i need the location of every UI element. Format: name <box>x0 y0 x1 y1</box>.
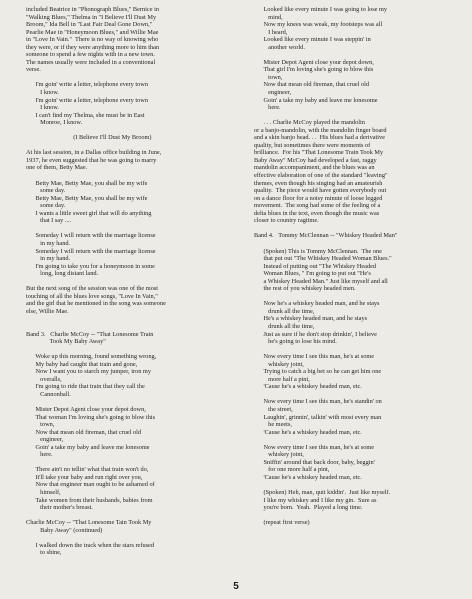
text-line: (Spoken) This is Tommy McClennan. The one <box>254 247 382 255</box>
text-line: effective elaboration of one of the standard "leaving" <box>254 172 388 180</box>
text-line: I wants a little sweet girl that will do anything <box>26 209 152 217</box>
text-line: Betty Mae, Betty Mae, you shall be my wife <box>26 194 148 202</box>
text-line: Now every time I see this man, he's at some <box>254 353 375 361</box>
text-line: . . . Charlie McCoy played the mandolin <box>254 119 365 127</box>
text-line: Baby Away" McCoy had developed a fast, raggy <box>254 156 377 164</box>
text-line <box>26 127 238 135</box>
text-line: Band 4. Tommy McClennan -- "Whiskey Headed Man" <box>254 232 398 240</box>
text-line <box>254 51 464 59</box>
text-line: At his last session, in a Dallas office building in June, <box>26 149 162 157</box>
text-line <box>254 225 464 233</box>
text-line: and the girl that he mentioned in the song was someone <box>26 300 166 308</box>
text-line <box>254 391 464 399</box>
text-line <box>26 315 238 323</box>
text-line: included Beatrice in "Phonograph Blues," Bernice in <box>26 6 159 13</box>
text-line <box>254 293 464 301</box>
text-line <box>26 74 238 82</box>
text-line <box>26 278 238 286</box>
text-line: mandolin accompaniment, and the blues was an <box>254 164 375 172</box>
text-line: himself, <box>26 489 61 496</box>
text-line: town, <box>26 421 55 429</box>
text-line: they were, or if they were anything more to him than <box>26 43 160 51</box>
text-line: I'm goin' write a letter, telephone every town <box>26 96 148 104</box>
text-line: Just as sure if he don't stop drinkin', I believe <box>254 330 377 338</box>
text-line: Monroe, I know. <box>26 119 83 127</box>
text-line: long, long distant land. <box>26 270 99 278</box>
text-line: Now I want you to starch my jumper, iron my <box>26 368 151 376</box>
text-line: a Whiskey Headed Man." Just like myself and all <box>254 277 388 285</box>
text-line: that put out "The Whiskey Headed Woman Blues." <box>254 255 392 263</box>
text-line: on a dance floor for a noisy minute of loose legged <box>254 194 383 202</box>
text-line: Mister Depot Agent close your depot down, <box>26 405 146 413</box>
text-line: I'm going to take you for a honeymoon in some <box>26 262 155 270</box>
text-line <box>26 172 238 180</box>
text-line: (I Believe I'll Dust My Broom) <box>26 134 152 142</box>
text-line: some day. <box>26 202 66 210</box>
text-line: he's going to lose his mind. <box>254 338 337 346</box>
text-line: Cannonball. <box>26 390 71 398</box>
text-line: That girl I'm loving she's going to blow this <box>254 66 374 74</box>
page-number: 5 <box>233 581 239 592</box>
text-line: whiskey joint, <box>254 360 304 368</box>
text-line: Baby Away" (continued) <box>26 526 103 534</box>
text-line: you're born. Yeah. Played a long time. <box>254 504 363 512</box>
text-line: or a banjo-mandolin, with the mandolin finger board <box>254 126 387 134</box>
text-line <box>254 481 464 489</box>
text-line: 'Cause he's a whiskey headed man, etc. <box>254 428 362 436</box>
text-line: their mother's breast. <box>26 504 93 512</box>
text-line <box>26 459 238 467</box>
text-line: verse. <box>26 66 41 74</box>
text-line <box>26 398 238 406</box>
text-line: Looked like every minute I was going to lose my <box>254 6 388 13</box>
text-line <box>26 225 238 233</box>
text-line: But the next song of the session was one of the most <box>26 285 159 293</box>
text-line: drunk all the time, <box>254 322 315 330</box>
text-line: more half a pint, <box>254 375 310 383</box>
right-column <box>254 6 464 527</box>
text-line: themes, even though his singing had an amateurish <box>254 179 383 187</box>
text-line: someone to spend a few nights with in a new town. <box>26 51 155 59</box>
text-line <box>26 534 238 542</box>
text-line: touching of all the blues love songs, "Love In Vain," <box>26 292 158 300</box>
text-line: There ain't no tellin' what that train won't do, <box>26 466 149 474</box>
text-line: Take women from their husbands, babies from <box>26 496 153 504</box>
text-line: else, Willie Mae. <box>26 307 69 315</box>
text-line: engineer, <box>254 89 292 97</box>
text-line: Now my knees was weak, my footsteps was all <box>254 21 383 29</box>
text-line: mind, <box>254 13 283 21</box>
text-line: I heard, <box>254 28 288 36</box>
text-line: the street, <box>254 405 293 413</box>
text-line: one of them, Betty Mae. <box>26 164 88 172</box>
left-column <box>26 6 238 557</box>
text-line: Instead of putting out "The Whiskey Headed <box>254 262 377 270</box>
text-line: Now that engineer man ought to be ashamed of <box>26 481 155 489</box>
text-line: That woman I'm loving she's going to blow this <box>26 413 156 421</box>
text-line: Band 3. Charlie McCoy -- "That Lonesome Train <box>26 330 154 338</box>
text-line <box>254 240 464 248</box>
text-line <box>254 512 464 520</box>
text-line: Someday I will return with the marriage license <box>26 232 156 240</box>
text-line: whiskey joint, <box>254 451 304 459</box>
text-line: 'Cause he's a whiskey headed man, etc. <box>254 473 362 481</box>
text-line <box>26 346 238 354</box>
text-line: Goin' a take my baby and leave me lonesome <box>26 443 150 451</box>
text-line: Someday I will return with the marriage license <box>26 247 156 255</box>
text-line: I like my whiskey and I like my gin. Sure as <box>254 496 377 504</box>
text-line: closer to country ragtime. <box>254 217 319 225</box>
text-line: My baby had caught that train and gone, <box>26 360 138 368</box>
text-line: The names usually were included in a conventional <box>26 58 156 66</box>
text-line: in my hand. <box>26 239 71 247</box>
text-line: (repeat first verse) <box>254 519 310 527</box>
text-line: brilliance. For his "That Lonesome Train Took My <box>254 149 384 157</box>
text-line: I know. <box>26 89 59 97</box>
text-line: Now he's a whiskey headed man, and he stays <box>254 300 380 308</box>
text-line: I'm goin' write a letter, telephone every town <box>26 81 148 89</box>
text-line: Mister Depot Agent close your depot down, <box>254 58 374 66</box>
text-line: He's a whiskey headed man, and he stays <box>254 315 368 323</box>
text-line <box>254 436 464 444</box>
text-line: for one more half a pint, <box>254 466 330 474</box>
text-line: Now that mean old fireman, that cruel old <box>26 428 142 436</box>
text-line: Took My Baby Away" <box>26 338 106 346</box>
text-line: to shine, <box>26 549 62 557</box>
text-line: Trying to catch a big bet so he can get him one <box>254 368 382 376</box>
text-line: Now that mean old fireman, that cruel old <box>254 81 370 89</box>
text-line: 'Cause he's a whiskey headed man, etc. <box>254 383 362 391</box>
text-line: Betty Mae, Betty Mae, you shall be my wife <box>26 179 148 187</box>
text-line: town, <box>254 73 283 81</box>
text-line: the rest of you whiskey headed men. <box>254 285 356 293</box>
text-line: in my hand. <box>26 255 71 263</box>
text-line: here. <box>254 104 281 112</box>
text-line: that I say .... <box>26 217 72 225</box>
text-line: movement. The song had some of the feeling of a <box>254 202 381 210</box>
text-line: 1937, he even suggested that he was going to marry <box>26 156 157 164</box>
text-line: "Walking Blues," Thelma in "I Believe I'll Dust My <box>26 13 157 21</box>
text-line: I walked down the track when the stars refused <box>26 541 154 549</box>
text-line: quality, but sometimes there were moments of <box>254 141 371 149</box>
text-line: I'm going to ride that train that they call the <box>26 383 145 391</box>
text-line: delta blues in the text, even though the music was <box>254 209 380 217</box>
text-line <box>254 346 464 354</box>
text-line: he meets, <box>254 421 292 429</box>
text-line <box>26 512 238 520</box>
text-line: some day. <box>26 187 66 195</box>
text-line: Charlie McCoy -- "That Lonesome Tain Took My <box>26 519 152 527</box>
text-line: quality. The piece would have gotten everybody out <box>254 187 387 195</box>
text-line <box>26 142 238 150</box>
text-line: Woman Blues, " I'm going to put out "He's <box>254 270 371 278</box>
text-line: and a skin banjo head. . . His blues had a derivative <box>254 134 385 142</box>
text-line: I can't find my Thelma, she must be in East <box>26 111 145 119</box>
text-line: another world. <box>254 43 305 51</box>
text-line: Now every time I see this man, he's standin' on <box>254 398 382 406</box>
text-line: I know. <box>26 104 59 112</box>
text-line: engineer, <box>26 436 64 444</box>
text-line: Woke up this morning, found something wrong, <box>26 353 157 361</box>
text-line: Laughin', grinnin', talkin' with most every man <box>254 413 382 421</box>
text-line: Sniffin' around that back door, baby, beggin' <box>254 458 375 466</box>
text-line: Broom," Ida Bell in "Last Fair Deal Gone Down," <box>26 21 153 29</box>
text-line: drunk all the time, <box>254 307 315 315</box>
text-line: here. <box>26 451 53 459</box>
text-line: Pearlie Mae in "Honeymoon Blues," and Willie Mae <box>26 28 159 36</box>
text-line <box>26 323 238 331</box>
text-line: Looked like every minute I was steppin' in <box>254 36 371 44</box>
text-line <box>254 112 464 120</box>
text-line: in "Love In Vain." There is no way of knowing who <box>26 36 159 44</box>
text-line: overalls, <box>26 375 62 383</box>
text-line: It'll take your baby and run right over you, <box>26 473 143 481</box>
text-line: Now every time I see this man, he's at some <box>254 443 375 451</box>
text-line: Goin' a take my baby and leave me lonesome <box>254 96 378 104</box>
text-line: (Spoken) Heh, man, quit kiddin'. Just like myself. <box>254 489 391 496</box>
